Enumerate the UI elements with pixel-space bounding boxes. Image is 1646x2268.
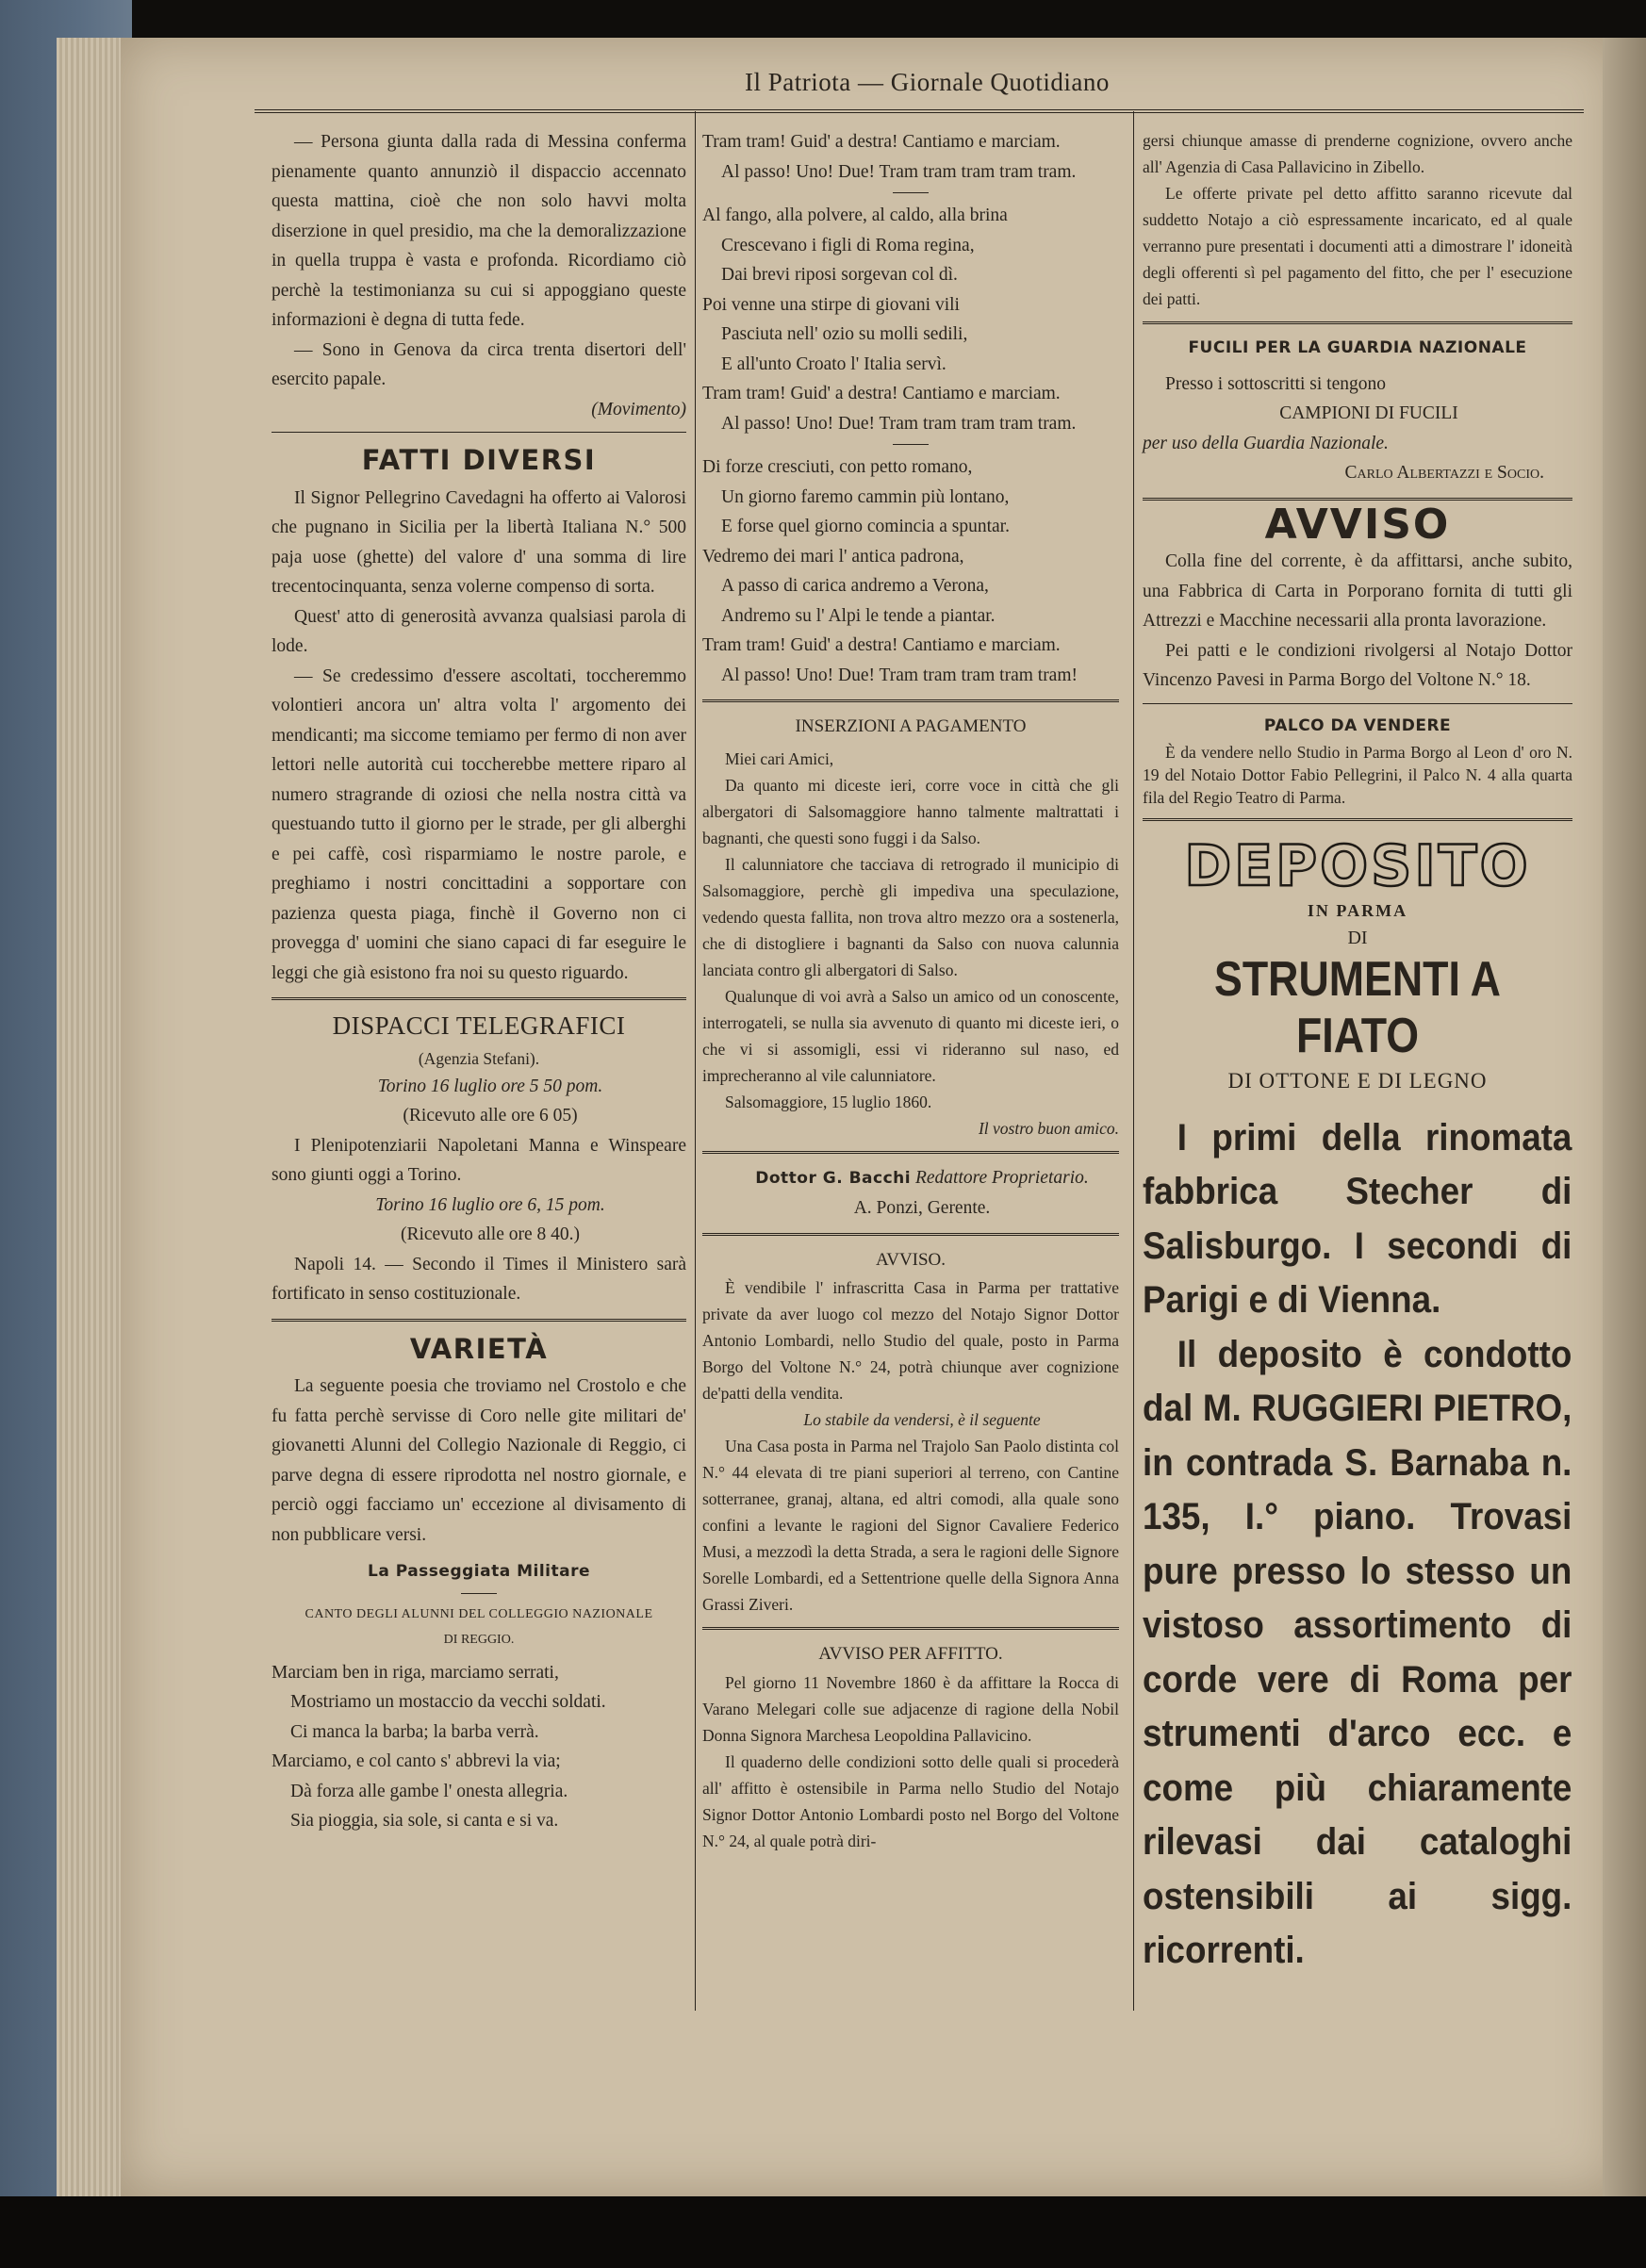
divider — [702, 1151, 1119, 1154]
verse-line: Al passo! Uno! Due! Tram tram tram tram tram. — [721, 413, 1077, 434]
dispatch-text: Napoli 14. — Secondo il Times il Ministero sarà fortificato in senso costituzionale. — [272, 1254, 686, 1304]
divider — [893, 444, 929, 445]
page-right-edge — [1603, 38, 1646, 2196]
verse-line: Tram tram! Guid' a destra! Cantiamo e marciam. — [702, 635, 1061, 655]
strumenti-headline: STRUMENTI A FIATO — [1214, 951, 1501, 1063]
verse-line: Tram tram! Guid' a destra! Cantiamo e marciam. — [702, 132, 1061, 152]
letter-paragraph: Da quanto mi diceste ieri, corre voce in città che gli albergatori di Salsomaggiore hanno talmente maltrattati i bagnanti, che questi sono fuggi i da Salso. — [702, 775, 1119, 847]
poem-title: La Passeggiata Militare — [367, 1562, 591, 1581]
affitto-paragraph: Pel giorno 11 Novembre 1860 è da affittare la Rocca di Varano Melegari colle sue adjacenze di ragione della Nobil Donna Signora Marchesa Leopoldina Pallavicino. — [702, 1672, 1119, 1745]
affitto-paragraph: Il quaderno delle condizioni sotto delle quali si procederà all' affitto è ostensibile in Parma nello Studio del Notajo Signor Dottor Antonio Lombardi posto nel Borgo del Voltone N.° 24, al quale potrà diri- — [702, 1751, 1119, 1850]
divider — [272, 432, 686, 433]
verse-line: Al passo! Uno! Due! Tram tram tram tram tram! — [721, 665, 1078, 685]
deposito-headline: DEPOSITO — [1184, 833, 1531, 899]
letter-greeting: Miei cari Amici, — [725, 748, 834, 768]
masthead-title: Il Patriota — Giornale Quotidiano — [745, 68, 1110, 96]
section-title-varieta: VARIETÀ — [409, 1332, 549, 1365]
fatti-paragraph: Il Signor Pellegrino Cavedagni ha offerto ai Valorosi che pugnano in Sicilia per la libertà Italiana N.° 500 paja uose (ghette) del valore d' una somma di lire trecentocinquanta, senza volerne compenso di sorta. — [272, 487, 686, 597]
verse-line: E forse quel giorno comincia a spuntar. — [721, 517, 1010, 536]
fucili-uso: per uso della Guardia Nazionale. — [1143, 433, 1389, 453]
verse-line: Pasciuta nell' ozio su molli sedili, — [721, 324, 968, 344]
avviso-paragraph: Colla fine del corrente, è da affittarsi, anche subito, una Fabbrica di Carta in Porporano fornita di tutti gli Attrezzi e Macchine necessarii alla pronta lavorazione. — [1143, 551, 1572, 631]
verse-line: Al passo! Uno! Due! Tram tram tram tram tram. — [721, 161, 1077, 182]
section-title-fucili: FUCILI PER LA GUARDIA NAZIONALE — [1188, 338, 1527, 357]
dispatch-received: (Ricevuto alle ore 8 40.) — [400, 1224, 581, 1244]
verse-line: Andremo su l' Alpi le tende a piantar. — [721, 605, 996, 626]
deposito-paragraph: Il deposito è condotto dal M. RUGGIERI PIETRO, in contrada S. Barnaba n. 135, I.° piano. Trovasi pure presso lo stesso un vistoso assortimento di corde vere di Roma per strumenti d'arco ecc. e come più chiaramente rilevasi dai cataloghi ostensibili ai sigg. ricorrenti. — [1143, 1333, 1572, 1971]
divider — [1143, 703, 1572, 704]
section-title-dispacci: DISPACCI TELEGRAFICI — [332, 1011, 626, 1040]
verse-line: Tram tram! Guid' a destra! Cantiamo e marciam. — [702, 384, 1061, 403]
letter-signature: Il vostro buon amico. — [978, 1118, 1119, 1138]
scan-background — [0, 2196, 1646, 2268]
poem-subtitle: DI REGGIO. — [443, 1632, 515, 1647]
verse-line: Poi venne una stirpe di giovani vili — [702, 294, 960, 315]
editor-name: Dottor G. Bacchi — [755, 1168, 912, 1188]
divider — [893, 192, 929, 193]
avviso-paragraph: Una Casa posta in Parma nel Trajolo San Paolo distinta col N.° 44 elevata di tre piani superiori al terreno, con Cantine sotterranee, granaj, altana, ed altri comodi, alla quale sono confini a levante le ragioni del Signor Cavaliere Federico Musi, a mezzodì la detta Strada, a sera le ragioni delle Signore Sorelle Lombardi, ed a Settentrione quelle della Signora Anna Grassi Ziveri. — [702, 1437, 1119, 1614]
fatti-paragraph: Quest' atto di generosità avvanza qualsiasi parola di lode. — [272, 606, 686, 656]
verse-line: Dà forza alle gambe l' onesta allegria. — [290, 1781, 568, 1801]
verse-line: A passo di carica andremo a Verona, — [721, 576, 989, 596]
column-1 — [272, 127, 686, 1836]
column-2 — [702, 127, 1119, 1854]
divider — [272, 997, 686, 1000]
deposito-location: IN PARMA — [1307, 901, 1408, 920]
divider — [1143, 321, 1572, 324]
letter-paragraph: Il calunniatore che tacciava di retrogrado il municipio di Salsomaggiore, perchè gli impediva una speculazione, vedendo questa fallita, non trova altro mezzo ora a sostenerla, che di distogliere i bagnanti da Salso con nuova calunnia lanciata contro gli albergatori di Salso. — [702, 854, 1119, 979]
verse-line: Ci manca la barba; la barba verrà. — [290, 1721, 539, 1742]
avviso-stabile: Lo stabile da vendersi, è il seguente — [803, 1410, 1041, 1429]
source-credit: (Movimento) — [591, 399, 686, 419]
affitto-continuation: gersi chiunque amasse di prenderne cognizione, ovvero anche all' Agenzia di Casa Pallavicino in Zibello. — [1143, 131, 1572, 176]
verse-line: Mostriamo un mostaccio da vecchi soldati. — [290, 1692, 606, 1712]
verse-line: Al fango, alla polvere, al caldo, alla brina — [702, 205, 1008, 225]
letter-place-date: Salsomaggiore, 15 luglio 1860. — [725, 1092, 932, 1111]
section-title-fatti: FATTI DIVERSI — [361, 444, 597, 476]
column-divider-1 — [695, 111, 696, 2011]
divider — [702, 1627, 1119, 1630]
column-divider-2 — [1133, 111, 1134, 2011]
gerente-line: A. Ponzi, Gerente. — [853, 1198, 991, 1218]
verse-line: Marciamo, e col canto s' abbrevi la via; — [272, 1751, 561, 1771]
dispatch-text: I Plenipotenziarii Napoletani Manna e Winspeare sono giunti oggi a Torino. — [272, 1135, 686, 1185]
deposito-di: DI — [1347, 927, 1368, 948]
article-messina: — Persona giunta dalla rada di Messina conferma pienamente quanto annunziò il dispaccio accennato questa mattina, cioè che non solo havvi molta diserzione in quel presidio, ma che la demoralizzazione in quella truppa è vasta e profonda. Ricordiamo ciò perchè la testimonianza su cui si appoggiano queste informazioni è degna di tutta fede. — [272, 132, 686, 330]
palco-text: È da vendere nello Studio in Parma Borgo al Leon d' oro N. 19 del Notaio Dottor Fabio Pellegrini, il Palco N. 4 alla quarta fila del Regio Teatro di Parma. — [1143, 743, 1572, 807]
divider — [702, 699, 1119, 702]
section-title-inserzioni: INSERZIONI A PAGAMENTO — [795, 716, 1027, 736]
deposito-body — [1143, 1111, 1572, 1979]
verse-line: Dai brevi riposi sorgevan col dì. — [721, 265, 958, 285]
dispatch-date: Torino 16 luglio ore 5 50 pom. — [377, 1076, 603, 1096]
divider — [272, 1319, 686, 1322]
dispacci-agency: (Agenzia Stefani). — [418, 1048, 540, 1068]
page-header — [255, 68, 1584, 113]
varieta-intro: La seguente poesia che troviamo nel Crostolo e che fu fatta perchè servisse di Coro nelle gite militari de' giovanetti Alunni del Collegio Nazionale di Reggio, ci parve degna di essere riprodotta nel nostro giornale, e perciò oggi facciamo un' eccezione al divisamento di non pubblicare versi. — [272, 1376, 686, 1545]
fucili-signature: Carlo Albertazzi e Socio. — [1344, 463, 1544, 483]
divider — [702, 1233, 1119, 1236]
verse-line: Vedremo dei mari l' antica padrona, — [702, 546, 964, 567]
section-title-palco: PALCO DA VENDERE — [1263, 715, 1452, 735]
strumenti-subtitle: DI OTTONE E DI LEGNO — [1227, 1068, 1488, 1093]
fucili-text: Presso i sottoscritti si tengono — [1165, 373, 1386, 394]
verse-line: Crescevano i figli di Roma regina, — [721, 235, 975, 255]
verse-line: E all'unto Croato l' Italia servì. — [721, 353, 946, 374]
editor-role: Redattore Proprietario. — [914, 1167, 1089, 1188]
verse-line: Sia pioggia, sia sole, si canta e si va. — [290, 1811, 559, 1831]
poem-subtitle: CANTO DEGLI ALUNNI DEL COLLEGGIO NAZIONALE — [305, 1606, 653, 1621]
divider — [1143, 818, 1572, 821]
verse-line: Di forze cresciuti, con petto romano, — [702, 457, 973, 477]
verse-line: Marciam ben in riga, marciamo serrati, — [272, 1662, 559, 1683]
fucili-campioni: CAMPIONI DI FUCILI — [1279, 403, 1458, 423]
avviso-paragraph: Pei patti e le condizioni rivolgersi al Notajo Dottor Vincenzo Pavesi in Parma Borgo del Voltone N.° 18. — [1143, 640, 1572, 690]
column-3 — [1143, 127, 1572, 1979]
dispatch-received: (Ricevuto alle ore 6 05) — [403, 1106, 578, 1126]
article-genova: — Sono in Genova da circa trenta disertori dell' esercito papale. — [272, 339, 686, 389]
avviso-paragraph: È vendibile l' infrascritta Casa in Parma per trattative private da aver luogo col mezzo del Notajo Signor Dottor Antonio Lombardi, nello Studio del quale, posto in Parma Borgo del Voltone N.° 24, potrà chiunque aver cognizione de'patti della vendita. — [702, 1278, 1119, 1403]
editor-line — [702, 1163, 1119, 1194]
letter-paragraph: Qualunque di voi avrà a Salso un amico od un conoscente, interrogateli, se nulla sia avvenuto di quanto mi diceste ieri, o che vi si assomigli, essi vi rideranno sul naso, ed imprecheranno al vile calunniatore. — [702, 986, 1119, 1085]
section-title-avviso: AVVISO. — [875, 1249, 946, 1270]
divider — [461, 1593, 497, 1594]
verse-line: Un giorno faremo cammin più lontano, — [721, 486, 1010, 507]
dispatch-date: Torino 16 luglio ore 6, 15 pom. — [375, 1194, 605, 1215]
section-title-avviso-big: AVVISO — [1264, 500, 1451, 549]
fatti-paragraph: — Se credessimo d'essere ascoltati, toccheremmo volontieri ancora un' altra volta l' argomento dei mendicanti; ma siccome temiamo per fermo di non aver lettori nelle autorità cui toccherebbe mettere riparo al numero stragrande di oziosi che nella nostra città va questuando tutto il giorno per le strade, per gli alberghi e pei caffè, così risparmiamo le nostre parole, e preghiamo i nostri concittadini a sopportare con pazienza questa piaga, finchè il Governo non ci provegga d' uomini che siano capaci di far eseguire le leggi che già esistono fra noi su questo riguardo. — [272, 666, 686, 983]
affitto-continuation: Le offerte private pel detto affitto saranno ricevute dal suddetto Notajo a ciò espressamente incaricato, ed al quale verranno pure presentati i documenti atti a dimostrare l' idoneità degli offerenti sì pel pagamento del fitto, che per l' esecuzione dei patti. — [1143, 184, 1572, 308]
section-title-affitto: AVVISO PER AFFITTO. — [818, 1644, 1003, 1664]
deposito-paragraph: I primi della rinomata fabbrica Stecher di Salisburgo. I secondi di Parigi e di Vienna. — [1143, 1116, 1572, 1321]
